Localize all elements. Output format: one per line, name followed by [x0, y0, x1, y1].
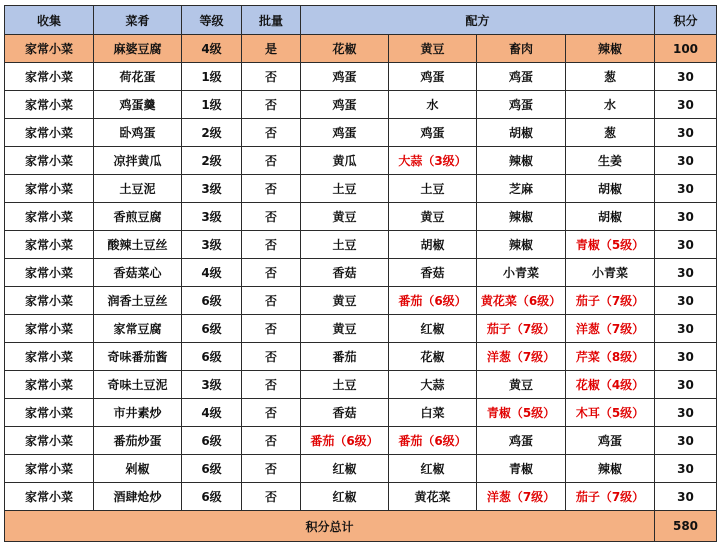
dish-cell: 土豆泥	[94, 175, 182, 203]
points-cell: 30	[655, 455, 717, 483]
ingredient-cell: 小青菜	[477, 259, 566, 287]
batch-cell: 否	[242, 343, 301, 371]
table-row	[5, 175, 717, 203]
batch-cell: 否	[242, 483, 301, 511]
recipe-table-container	[4, 5, 717, 542]
table-row	[5, 483, 717, 511]
collect-cell: 家常小菜	[5, 231, 94, 259]
ingredient-cell: 黄豆	[389, 35, 477, 63]
collect-cell: 家常小菜	[5, 343, 94, 371]
collect-cell: 家常小菜	[5, 91, 94, 119]
level-cell: 3级	[182, 231, 242, 259]
table-header	[5, 6, 717, 35]
points-cell: 30	[655, 63, 717, 91]
collect-cell: 家常小菜	[5, 371, 94, 399]
ingredient-cell: 芝麻	[477, 175, 566, 203]
ingredient-cell: 鸡蛋	[477, 427, 566, 455]
ingredient-cell: 水	[389, 91, 477, 119]
level-cell: 6级	[182, 483, 242, 511]
dish-cell: 凉拌黄瓜	[94, 147, 182, 175]
table-row	[5, 147, 717, 175]
dish-cell: 荷花蛋	[94, 63, 182, 91]
header-level: 等级	[182, 6, 242, 35]
ingredient-cell: 辣椒	[477, 203, 566, 231]
collect-cell: 家常小菜	[5, 399, 94, 427]
batch-cell: 否	[242, 63, 301, 91]
ingredient-cell: 木耳（5级）	[566, 399, 655, 427]
batch-cell: 否	[242, 399, 301, 427]
collect-cell: 家常小菜	[5, 175, 94, 203]
total-row	[5, 511, 717, 542]
ingredient-cell: 葱	[566, 119, 655, 147]
points-cell: 30	[655, 203, 717, 231]
ingredient-cell: 芹菜（8级）	[566, 343, 655, 371]
level-cell: 3级	[182, 175, 242, 203]
ingredient-cell: 花椒	[389, 343, 477, 371]
recipe-table	[4, 5, 717, 542]
table-row	[5, 203, 717, 231]
ingredient-cell: 花椒（4级）	[566, 371, 655, 399]
ingredient-cell: 小青菜	[566, 259, 655, 287]
points-cell: 30	[655, 119, 717, 147]
points-cell: 30	[655, 147, 717, 175]
dish-cell: 鸡蛋羹	[94, 91, 182, 119]
points-cell: 30	[655, 399, 717, 427]
batch-cell: 否	[242, 371, 301, 399]
dish-cell: 酸辣土豆丝	[94, 231, 182, 259]
batch-cell: 否	[242, 147, 301, 175]
level-cell: 2级	[182, 147, 242, 175]
ingredient-cell: 茄子（7级）	[566, 483, 655, 511]
points-cell: 30	[655, 91, 717, 119]
collect-cell: 家常小菜	[5, 147, 94, 175]
batch-cell: 否	[242, 203, 301, 231]
ingredient-cell: 大蒜	[389, 371, 477, 399]
ingredient-cell: 辣椒	[566, 455, 655, 483]
table-row	[5, 119, 717, 147]
points-cell: 30	[655, 175, 717, 203]
collect-cell: 家常小菜	[5, 119, 94, 147]
ingredient-cell: 大蒜（3级）	[389, 147, 477, 175]
table-body	[5, 35, 717, 511]
ingredient-cell: 辣椒	[477, 231, 566, 259]
ingredient-cell: 青椒（5级）	[566, 231, 655, 259]
ingredient-cell: 鸡蛋	[301, 119, 389, 147]
dish-cell: 卧鸡蛋	[94, 119, 182, 147]
dish-cell: 市井素炒	[94, 399, 182, 427]
dish-cell: 奇味番茄酱	[94, 343, 182, 371]
ingredient-cell: 土豆	[389, 175, 477, 203]
ingredient-cell: 鸡蛋	[389, 119, 477, 147]
ingredient-cell: 香菇	[389, 259, 477, 287]
level-cell: 3级	[182, 203, 242, 231]
table-row	[5, 315, 717, 343]
batch-cell: 否	[242, 287, 301, 315]
total-value: 580	[655, 511, 717, 542]
ingredient-cell: 黄豆	[389, 203, 477, 231]
table-row	[5, 455, 717, 483]
ingredient-cell: 辣椒	[477, 147, 566, 175]
points-cell: 100	[655, 35, 717, 63]
level-cell: 2级	[182, 119, 242, 147]
dish-cell: 奇味土豆泥	[94, 371, 182, 399]
level-cell: 6级	[182, 287, 242, 315]
table-row	[5, 63, 717, 91]
table-row	[5, 91, 717, 119]
table-row	[5, 35, 717, 63]
ingredient-cell: 番茄（6级）	[301, 427, 389, 455]
points-cell: 30	[655, 259, 717, 287]
points-cell: 30	[655, 427, 717, 455]
batch-cell: 否	[242, 455, 301, 483]
dish-cell: 麻婆豆腐	[94, 35, 182, 63]
ingredient-cell: 鸡蛋	[566, 427, 655, 455]
level-cell: 3级	[182, 371, 242, 399]
ingredient-cell: 鸡蛋	[301, 63, 389, 91]
header-row	[5, 6, 717, 35]
points-cell: 30	[655, 483, 717, 511]
ingredient-cell: 红椒	[389, 315, 477, 343]
ingredient-cell: 鸡蛋	[301, 91, 389, 119]
ingredient-cell: 红椒	[301, 455, 389, 483]
table-row	[5, 259, 717, 287]
collect-cell: 家常小菜	[5, 427, 94, 455]
ingredient-cell: 茄子（7级）	[566, 287, 655, 315]
batch-cell: 否	[242, 259, 301, 287]
header-dish: 菜肴	[94, 6, 182, 35]
ingredient-cell: 鸡蛋	[477, 63, 566, 91]
ingredient-cell: 番茄	[301, 343, 389, 371]
dish-cell: 酒肆炝炒	[94, 483, 182, 511]
ingredient-cell: 生姜	[566, 147, 655, 175]
batch-cell: 否	[242, 427, 301, 455]
batch-cell: 是	[242, 35, 301, 63]
ingredient-cell: 黄豆	[301, 287, 389, 315]
table-footer	[5, 511, 717, 542]
ingredient-cell: 土豆	[301, 371, 389, 399]
total-label: 积分总计	[5, 511, 655, 542]
collect-cell: 家常小菜	[5, 259, 94, 287]
collect-cell: 家常小菜	[5, 63, 94, 91]
ingredient-cell: 黄豆	[301, 203, 389, 231]
level-cell: 6级	[182, 315, 242, 343]
level-cell: 4级	[182, 259, 242, 287]
ingredient-cell: 土豆	[301, 231, 389, 259]
level-cell: 4级	[182, 399, 242, 427]
level-cell: 1级	[182, 91, 242, 119]
ingredient-cell: 水	[566, 91, 655, 119]
table-row	[5, 399, 717, 427]
batch-cell: 否	[242, 231, 301, 259]
ingredient-cell: 畜肉	[477, 35, 566, 63]
dish-cell: 香煎豆腐	[94, 203, 182, 231]
ingredient-cell: 花椒	[301, 35, 389, 63]
header-recipe: 配方	[301, 6, 655, 35]
collect-cell: 家常小菜	[5, 287, 94, 315]
ingredient-cell: 香菇	[301, 399, 389, 427]
ingredient-cell: 土豆	[301, 175, 389, 203]
ingredient-cell: 青椒	[477, 455, 566, 483]
collect-cell: 家常小菜	[5, 455, 94, 483]
batch-cell: 否	[242, 91, 301, 119]
level-cell: 6级	[182, 343, 242, 371]
ingredient-cell: 番茄（6级）	[389, 427, 477, 455]
ingredient-cell: 黄花菜（6级）	[477, 287, 566, 315]
batch-cell: 否	[242, 119, 301, 147]
ingredient-cell: 胡椒	[566, 175, 655, 203]
points-cell: 30	[655, 231, 717, 259]
dish-cell: 番茄炒蛋	[94, 427, 182, 455]
collect-cell: 家常小菜	[5, 483, 94, 511]
collect-cell: 家常小菜	[5, 35, 94, 63]
batch-cell: 否	[242, 315, 301, 343]
level-cell: 4级	[182, 35, 242, 63]
batch-cell: 否	[242, 175, 301, 203]
ingredient-cell: 茄子（7级）	[477, 315, 566, 343]
header-collect: 收集	[5, 6, 94, 35]
header-batch: 批量	[242, 6, 301, 35]
dish-cell: 家常豆腐	[94, 315, 182, 343]
collect-cell: 家常小菜	[5, 315, 94, 343]
points-cell: 30	[655, 343, 717, 371]
table-row	[5, 231, 717, 259]
ingredient-cell: 黄瓜	[301, 147, 389, 175]
ingredient-cell: 红椒	[389, 455, 477, 483]
ingredient-cell: 黄豆	[301, 315, 389, 343]
ingredient-cell: 白菜	[389, 399, 477, 427]
ingredient-cell: 香菇	[301, 259, 389, 287]
ingredient-cell: 鸡蛋	[477, 91, 566, 119]
ingredient-cell: 红椒	[301, 483, 389, 511]
ingredient-cell: 洋葱（7级）	[477, 343, 566, 371]
dish-cell: 剁椒	[94, 455, 182, 483]
ingredient-cell: 黄花菜	[389, 483, 477, 511]
ingredient-cell: 胡椒	[477, 119, 566, 147]
ingredient-cell: 鸡蛋	[389, 63, 477, 91]
ingredient-cell: 胡椒	[389, 231, 477, 259]
ingredient-cell: 番茄（6级）	[389, 287, 477, 315]
header-points: 积分	[655, 6, 717, 35]
ingredient-cell: 青椒（5级）	[477, 399, 566, 427]
table-row	[5, 287, 717, 315]
points-cell: 30	[655, 315, 717, 343]
ingredient-cell: 胡椒	[566, 203, 655, 231]
ingredient-cell: 葱	[566, 63, 655, 91]
level-cell: 1级	[182, 63, 242, 91]
table-row	[5, 343, 717, 371]
dish-cell: 润香土豆丝	[94, 287, 182, 315]
collect-cell: 家常小菜	[5, 203, 94, 231]
level-cell: 6级	[182, 427, 242, 455]
ingredient-cell: 洋葱（7级）	[566, 315, 655, 343]
level-cell: 6级	[182, 455, 242, 483]
ingredient-cell: 辣椒	[566, 35, 655, 63]
dish-cell: 香菇菜心	[94, 259, 182, 287]
ingredient-cell: 洋葱（7级）	[477, 483, 566, 511]
points-cell: 30	[655, 371, 717, 399]
table-row	[5, 371, 717, 399]
points-cell: 30	[655, 287, 717, 315]
table-row	[5, 427, 717, 455]
ingredient-cell: 黄豆	[477, 371, 566, 399]
